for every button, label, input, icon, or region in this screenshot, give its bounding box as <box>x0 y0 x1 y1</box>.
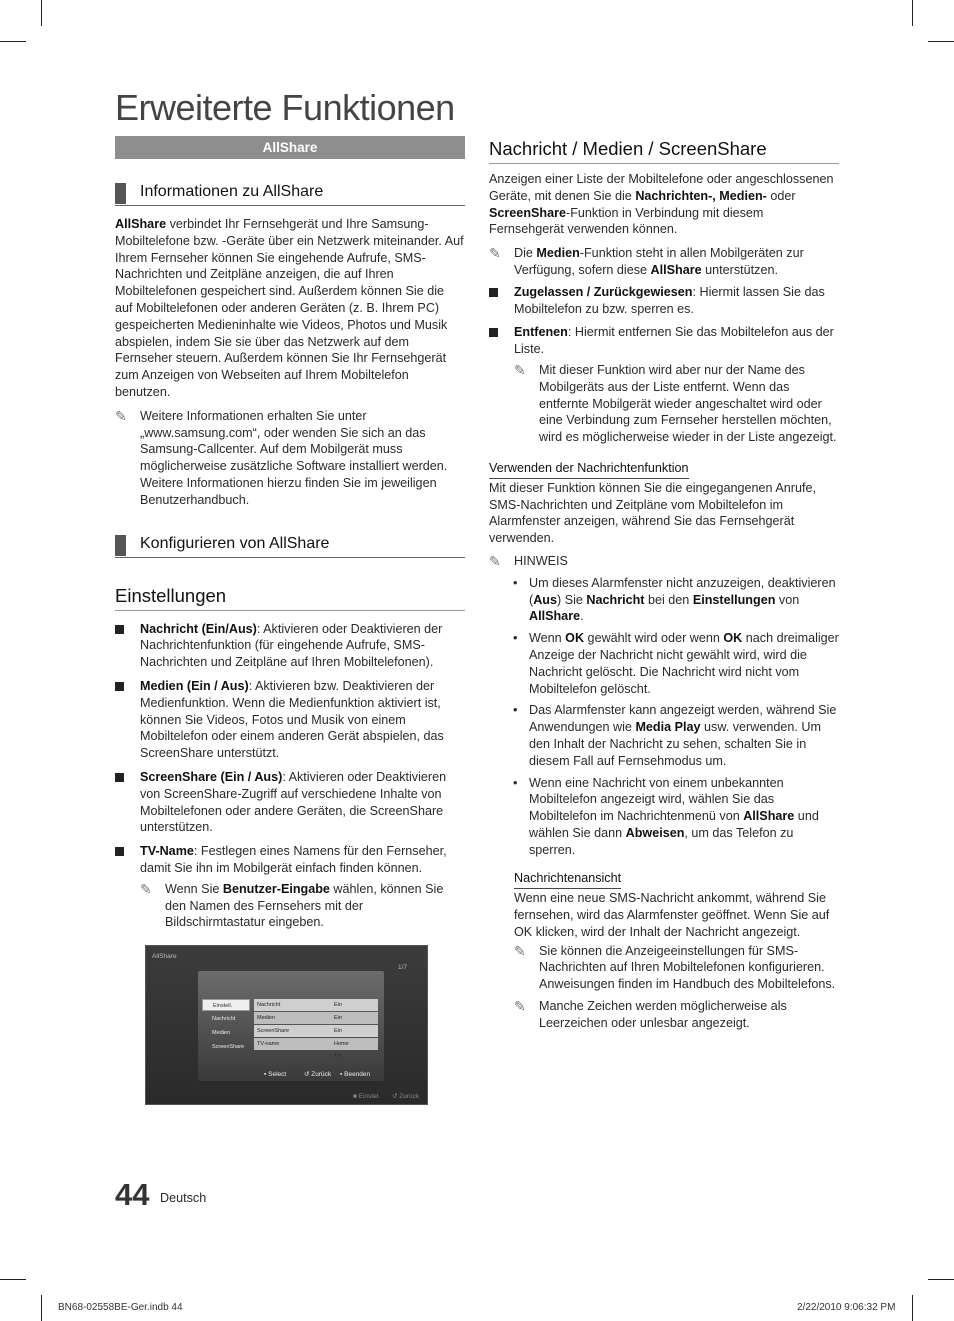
use-paragraph: Mit dieser Funktion können Sie die eingegangenen Anrufe, SMS-Nachrichten und Zeitpläne vom Mobiltelefon im Alarmfenster anzeigen, während Sie das Fernsehgerät verwenden. <box>489 480 816 546</box>
screen-page-indicator: 1/7 <box>398 964 408 971</box>
list-item: Zugelassen / Zurückgewiesen: Hiermit lassen Sie das Mobiltelefon zu bzw. sperren es. <box>489 284 839 318</box>
tv-name-note: ✎ Wenn Sie Benutzer-Eingabe wählen, können Sie den Namen des Fernsehers mit der Bildschirmtastatur eingeben. <box>140 880 444 930</box>
pencil-icon: ✎ <box>489 245 501 262</box>
screen-setting-row: ScreenShare Ein <box>254 1025 378 1037</box>
screen-bottom-back: ↺ Zurück <box>392 1093 420 1100</box>
subheading-message-view: Nachrichtenansicht <box>514 870 621 889</box>
screen-setting-row: Nachricht Ein <box>254 999 378 1011</box>
square-bullet-icon <box>115 682 124 691</box>
screen-menu-item: Nachricht <box>212 1016 236 1022</box>
pencil-icon: ✎ <box>140 880 152 897</box>
list-item: Entfenen: Hiermit entfernen Sie das Mobiltelefon aus der Liste. <box>489 324 839 358</box>
pencil-icon: ✎ <box>115 407 127 424</box>
screen-title: AllShare <box>152 953 177 960</box>
footer-language: Deutsch <box>160 1191 207 1205</box>
list-item: TV-Name: Festlegen eines Namens für den Fernseher, damit Sie ihn im Mobilgerät einfach finden können. <box>115 843 465 877</box>
screen-bottom-settings: ■ Einstel. <box>353 1093 381 1100</box>
list-item: Medien (Ein / Aus): Aktivieren bzw. Deaktivieren der Medienfunktion. Wenn die Medienfunktion aktiviert ist, können Sie Videos, Fotos und Musik von einem Mobiltelefon oder einem anderen Gerät abspielen, das ScreenShare unterstützt. <box>115 678 465 762</box>
screen-key-exit: ▪ Beenden <box>340 1071 371 1078</box>
list-item: Nachricht (Ein/Aus): Aktivieren oder Deaktivieren der Nachrichtenfunktion (für eingehende Aufrufe, SMS-Nachrichten und Zeitpläne auf Ihren Mobiltelefonen). <box>115 621 465 671</box>
use-heading-wrap <box>489 460 839 479</box>
screen-setting-row: TV-name Home TV <box>254 1038 378 1050</box>
right-column <box>489 136 839 1032</box>
list-item: ScreenShare (Ein / Aus): Aktivieren oder Deaktivieren von ScreenShare-Zugriff auf verschiedene Inhalte von Mobiltelefonen oder andere Geräten, die ScreenShare unterstützen. <box>115 769 465 836</box>
square-bullet-icon <box>489 288 498 297</box>
subheading-config: Konfigurieren von AllShare <box>115 533 465 558</box>
crop-mark <box>41 0 42 26</box>
print-info-right: 2/22/2010 9:06:32 PM <box>797 1302 896 1313</box>
screen-key-select: ▪ Select <box>264 1071 287 1078</box>
tv-screen-illustration <box>145 945 428 1105</box>
crop-mark <box>41 1295 42 1321</box>
screen-menu-item: ScreenShare <box>212 1044 245 1050</box>
page-title: Erweiterte Funktionen <box>115 87 455 128</box>
pencil-icon: ✎ <box>514 998 526 1015</box>
intro-paragraph: AllShare verbindet Ihr Fernsehgerät und Ihre Samsung-Mobiltelefone bzw. -Geräte über ein Netzwerk miteinander. Auf Ihrem Fernseher können Sie eingehende Aufrufe, SMS-Nachrichten und Zeitpläne anzeigen, die auf Ihren Mobiltelefonen gespeichert sind. Außerdem können Sie die auf Mobiltelefonen oder anderen Geräten (z. B. Ihrem PC) gespeicherten Medieninhalte wie Videos, Photos und Musik abspielen, indem Sie sie über das Netzwerk auf dem Fernseher steuern. Außerdem können Sie Ihr Fernsehgerät zum Anzeigen von Webseiten auf Ihrem Mobiltelefon benutzen. <box>115 217 464 399</box>
screen-menu-item: Medien <box>212 1030 231 1036</box>
note-media: ✎ Die Medien-Funktion steht in allen Mobilgeräten zur Verfügung, sofern diese AllShare unterstützen. <box>489 245 804 277</box>
crop-mark <box>928 41 954 42</box>
pencil-icon: ✎ <box>514 361 526 378</box>
screen-panel <box>198 971 384 1081</box>
section-band: AllShare <box>115 136 465 159</box>
view-note: ✎ Manche Zeichen werden möglicherweise als Leerzeichen oder unlesbar angezeigt. <box>514 998 787 1030</box>
crop-mark <box>928 1279 954 1280</box>
left-column <box>115 136 465 931</box>
section-heading-messages: Nachricht / Medien / ScreenShare <box>489 137 839 164</box>
view-section <box>489 870 839 1031</box>
square-bullet-icon <box>115 625 124 634</box>
square-bullet-icon <box>115 773 124 782</box>
note-more-info: ✎ Weitere Informationen erhalten Sie unter „www.samsung.com“, oder wenden Sie sich an das Samsung-Callcenter. Auf dem Mobilgerät muss möglicherweise zusätzliche Software installiert werden. Weitere Informationen hierzu finden Sie im jeweiligen Benutzerhandbuch. <box>115 407 448 507</box>
crop-mark <box>0 41 26 42</box>
crop-mark <box>912 1295 913 1321</box>
hint-bullet: • Das Alarmfenster kann angezeigt werden, während Sie Anwendungen wie Media Play usw. verwenden. Um den Inhalt der Nachricht zu sehen, schalten Sie in diesem Fall auf Fernsehmodus um. <box>513 703 837 768</box>
hint-bullet: • Wenn eine Nachricht von einem unbekannten Mobiltelefon angezeigt wird, wählen Sie das Mobiltelefon im Nachrichtenmenü von AllShare und wählen Sie dann Abweisen, um das Telefon zu sperren. <box>513 775 819 857</box>
screen-key-back: ↺ Zurück <box>304 1071 332 1078</box>
square-bullet-icon <box>115 847 124 856</box>
intro-paragraph: Anzeigen einer Liste der Mobiltelefone oder angeschlossenen Geräte, mit denen Sie die Nachrichten-, Medien- oder ScreenShare-Funktion in Verbindung mit diesem Fernsehgerät verwenden können. <box>489 172 834 237</box>
crop-mark <box>912 0 913 26</box>
hint-bullet: • Um dieses Alarmfenster nicht anzuzeigen, deaktivieren (Aus) Sie Nachricht bei den Einstellungen von AllShare. <box>513 575 836 624</box>
remove-note: ✎ Mit dieser Funktion wird aber nur der Name des Mobilgeräts aus der Liste entfernt. Wenn das entfernte Mobilgerät wieder angeschaltet wird oder eine Verbindung zum Fernseher herstellen möchten, wird es möglicherweise wieder in der Liste angezeigt. <box>514 361 837 445</box>
subheading-info: Informationen zu AllShare <box>115 181 465 206</box>
square-bullet-icon <box>489 328 498 337</box>
screen-setting-row: Medien Ein <box>254 1012 378 1024</box>
pencil-icon: ✎ <box>514 942 526 959</box>
print-info-left: BN68-02558BE-Ger.indb 44 <box>58 1302 183 1313</box>
pencil-icon: ✎ <box>489 552 501 569</box>
hint-bullet: • Wenn OK gewählt wird oder wenn OK nach dreimaliger Anzeige der Nachricht nicht gewählt wird, wird die Nachricht gelöscht. Die Nachricht wird nicht vom Mobiltelefon gelöscht. <box>513 631 839 696</box>
view-paragraph: Wenn eine neue SMS-Nachricht ankommt, während Sie fernsehen, wird das Alarmfenster geöffnet. Wenn Sie auf OK klicken, wird der Inhalt der Nachricht angezeigt. <box>514 891 830 939</box>
view-note: ✎ Sie können die Anzeigeeinstellungen für SMS-Nachrichten auf Ihren Mobiltelefonen konfigurieren. Anweisungen finden im Handbuch des Mobiltelefons. <box>514 942 836 992</box>
screen-menu-item: Einstell. <box>202 999 250 1011</box>
page-number: 44 <box>115 1177 150 1212</box>
crop-mark <box>0 1279 26 1280</box>
section-heading-settings: Einstellungen <box>115 584 465 611</box>
hinweis-label: ✎ HINWEIS <box>489 552 568 569</box>
subheading-use-messages: Verwenden der Nachrichtenfunktion <box>489 460 689 479</box>
